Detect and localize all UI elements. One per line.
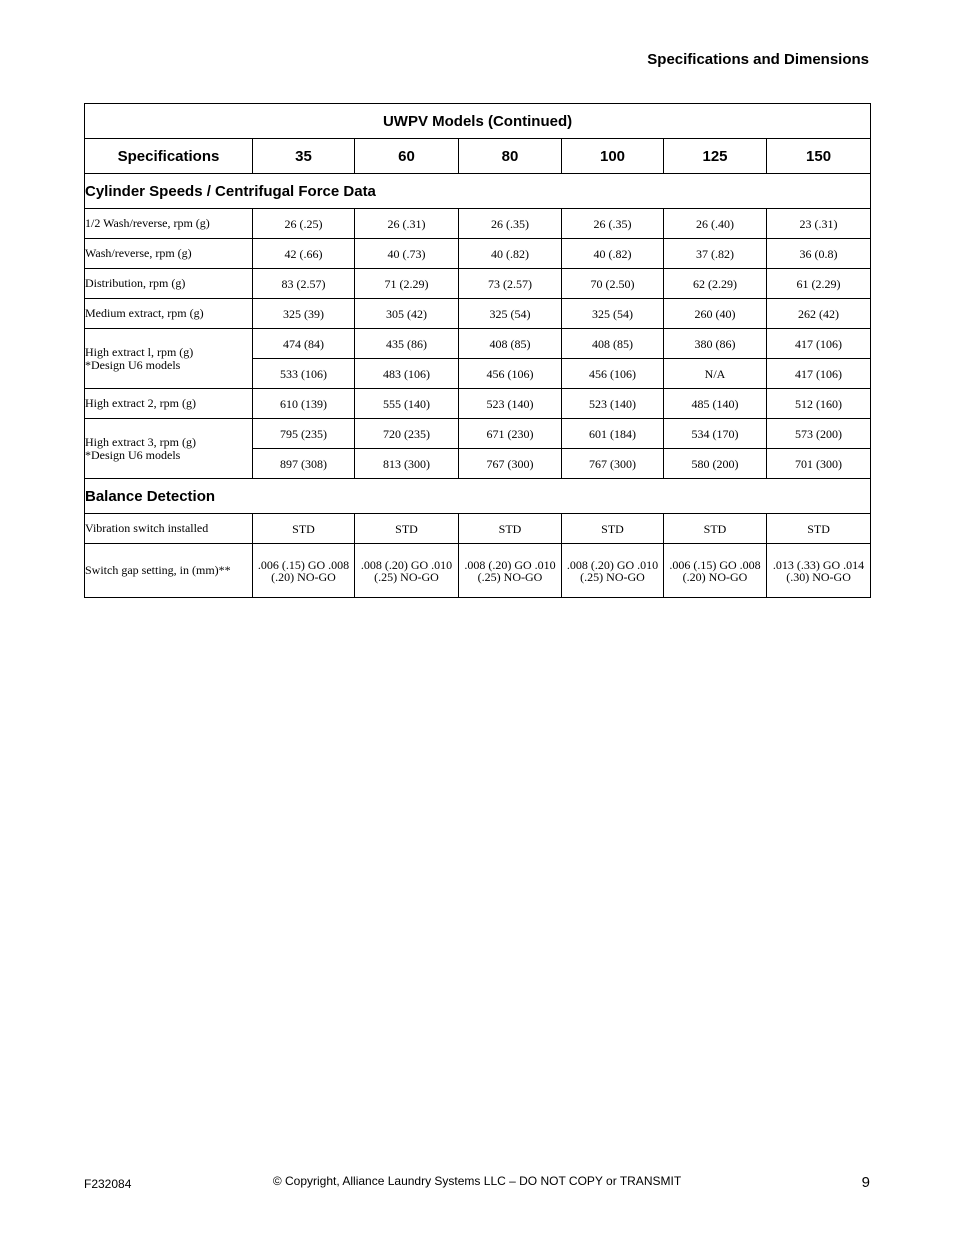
cell-value: 70 (2.50) xyxy=(590,276,635,291)
cell-value: 40 (.82) xyxy=(593,246,632,261)
table-cell xyxy=(562,299,664,329)
table-cell xyxy=(355,419,459,449)
table-cell xyxy=(664,544,767,598)
row-label-text: Switch gap setting, in (mm)** xyxy=(85,563,231,577)
cell-value: 62 (2.29) xyxy=(693,276,737,291)
table-cell: N/A xyxy=(664,359,767,389)
table-cell xyxy=(459,544,562,598)
table-row xyxy=(85,389,871,419)
cell-value: 435 (86) xyxy=(386,336,427,351)
section-heading: Cylinder Speeds / Centrifugal Force Data xyxy=(85,174,871,209)
cell-value: 26 (.40) xyxy=(696,216,734,231)
cell-value: 26 (.35) xyxy=(593,216,632,231)
table-cell: 456 (106) xyxy=(562,359,664,389)
cell-value: 325 (54) xyxy=(592,306,633,321)
cell-value: 262 (42) xyxy=(798,306,840,321)
table-row xyxy=(85,239,871,269)
cell-value: 408 (85) xyxy=(489,336,531,351)
cell-value: 523 (140) xyxy=(589,396,636,411)
table-cell xyxy=(767,299,871,329)
table-cell xyxy=(355,239,459,269)
column-header: 35 xyxy=(253,139,355,174)
cell-value: 26 (.25) xyxy=(284,216,323,231)
row-label-text: 1/2 Wash/reverse, rpm (g) xyxy=(85,216,210,230)
cell-value: 474 (84) xyxy=(283,336,324,351)
table-row xyxy=(85,269,871,299)
table-cell xyxy=(355,389,459,419)
cell-value: STD xyxy=(703,521,727,536)
cell-value: STD xyxy=(601,521,624,536)
row-label xyxy=(85,419,253,479)
table-row xyxy=(85,514,871,544)
cell-value: 40 (.73) xyxy=(387,246,426,261)
table-cell xyxy=(253,514,355,544)
cell-value: 795 (235) xyxy=(280,426,327,441)
row-label xyxy=(85,329,253,389)
table-cell xyxy=(664,419,767,449)
table-cell xyxy=(562,419,664,449)
table-cell xyxy=(664,269,767,299)
cell-value: .008 (.20) GO .010 (.25) NO-GO xyxy=(360,557,453,584)
table-cell xyxy=(459,239,562,269)
row-label xyxy=(85,544,253,598)
table-cell xyxy=(562,514,664,544)
cell-value: 305 (42) xyxy=(386,306,427,321)
cell-value: 37 (.82) xyxy=(696,246,734,261)
row-label xyxy=(85,269,253,299)
cell-value: .006 (.15) GO .008 (.20) NO-GO xyxy=(669,557,761,584)
table-cell: 533 (106) xyxy=(253,359,355,389)
table-cell: 580 (200) xyxy=(664,449,767,479)
table-cell xyxy=(355,209,459,239)
table-cell xyxy=(459,209,562,239)
table-cell: 456 (106) xyxy=(459,359,562,389)
page-number: 9 xyxy=(861,1174,870,1191)
cell-value: .006 (.15) GO .008 (.20) NO-GO xyxy=(257,557,350,584)
table-cell xyxy=(355,269,459,299)
table-cell xyxy=(562,209,664,239)
table-cell xyxy=(562,329,664,359)
table-cell xyxy=(562,544,664,598)
section-heading: Balance Detection xyxy=(85,479,871,514)
column-header: 60 xyxy=(355,139,459,174)
cell-value: 555 (140) xyxy=(383,396,430,411)
cell-value: 417 (106) xyxy=(795,336,843,351)
table-cell xyxy=(253,389,355,419)
row-label-text: Vibration switch installed xyxy=(85,521,209,535)
table-cell xyxy=(459,389,562,419)
cell-value: 380 (86) xyxy=(694,336,736,351)
cell-value: STD xyxy=(395,521,418,536)
table-row xyxy=(85,419,871,449)
cell-value: 40 (.82) xyxy=(491,246,529,261)
table-cell xyxy=(562,269,664,299)
cell-value: 534 (170) xyxy=(691,426,739,441)
table-cell xyxy=(664,389,767,419)
document-number: F232084 xyxy=(84,1177,132,1191)
table-cell: 813 (300) xyxy=(355,449,459,479)
table-cell xyxy=(253,269,355,299)
table-cell: 417 (106) xyxy=(767,359,871,389)
row-label-note: *Design U6 models xyxy=(85,447,181,462)
table-caption: UWPV Models (Continued) xyxy=(85,104,871,139)
table-cell xyxy=(562,239,664,269)
table-cell xyxy=(767,209,871,239)
cell-value: 671 (230) xyxy=(486,426,534,441)
table-cell xyxy=(253,299,355,329)
cell-value: .013 (.33) GO .014 (.30) NO-GO xyxy=(772,557,865,584)
table-cell xyxy=(664,209,767,239)
table-cell xyxy=(767,544,871,598)
page-footer xyxy=(84,1173,870,1193)
cell-value: 83 (2.57) xyxy=(281,276,326,291)
table-cell xyxy=(355,544,459,598)
table-cell: 701 (300) xyxy=(767,449,871,479)
table-cell xyxy=(459,299,562,329)
copyright-notice: © Copyright, Alliance Laundry Systems LLC – DO NOT COPY or TRANSMIT xyxy=(272,1174,682,1188)
cell-value: 512 (160) xyxy=(795,396,843,411)
table-cell xyxy=(253,209,355,239)
table-cell: 767 (300) xyxy=(562,449,664,479)
column-header: 150 xyxy=(767,139,871,174)
cell-value: 23 (.31) xyxy=(799,216,838,231)
table-cell xyxy=(562,389,664,419)
cell-value: STD xyxy=(292,521,315,536)
table-cell xyxy=(459,269,562,299)
running-head-title: Specifications and Dimensions xyxy=(647,51,869,68)
cell-value: 260 (40) xyxy=(694,306,736,321)
table-cell xyxy=(459,419,562,449)
table-cell xyxy=(253,544,355,598)
row-label xyxy=(85,209,253,239)
cell-value: 573 (200) xyxy=(795,426,843,441)
cell-value: 26 (.31) xyxy=(387,216,426,231)
table-cell xyxy=(355,514,459,544)
row-label-text: High extract 2, rpm (g) xyxy=(85,396,196,410)
row-label-text: Wash/reverse, rpm (g) xyxy=(85,246,192,260)
table-cell: 897 (308) xyxy=(253,449,355,479)
table-cell xyxy=(767,419,871,449)
table-cell xyxy=(767,389,871,419)
cell-value: 601 (184) xyxy=(589,426,636,441)
cell-value: 523 (140) xyxy=(486,396,534,411)
table-cell xyxy=(355,299,459,329)
table-cell xyxy=(355,329,459,359)
table-cell xyxy=(253,419,355,449)
cell-value: 61 (2.29) xyxy=(796,276,841,291)
row-label-note: *Design U6 models xyxy=(85,357,181,372)
cell-value: 325 (39) xyxy=(283,306,324,321)
table-cell xyxy=(767,239,871,269)
column-header: 100 xyxy=(562,139,664,174)
table-cell xyxy=(664,299,767,329)
table-cell xyxy=(767,269,871,299)
row-label xyxy=(85,514,253,544)
table-cell xyxy=(253,329,355,359)
row-label-text: Distribution, rpm (g) xyxy=(85,276,186,290)
table-cell xyxy=(664,329,767,359)
cell-value: 485 (140) xyxy=(691,396,739,411)
column-header: 125 xyxy=(664,139,767,174)
cell-value: .008 (.20) GO .010 (.25) NO-GO xyxy=(566,557,659,584)
table-cell: 483 (106) xyxy=(355,359,459,389)
column-header: 80 xyxy=(459,139,562,174)
table-row xyxy=(85,299,871,329)
table-cell xyxy=(459,514,562,544)
row-label xyxy=(85,389,253,419)
cell-value: 325 (54) xyxy=(489,306,531,321)
cell-value: 408 (85) xyxy=(592,336,633,351)
row-label xyxy=(85,239,253,269)
table-cell xyxy=(253,239,355,269)
cell-value: .008 (.20) GO .010 (.25) NO-GO xyxy=(464,557,556,584)
cell-value: 720 (235) xyxy=(383,426,430,441)
table-cell xyxy=(664,514,767,544)
uwpv-spec-table xyxy=(84,103,871,598)
cell-value: 26 (.35) xyxy=(491,216,529,231)
row-label-text: High extract l, rpm (g) xyxy=(85,344,194,359)
row-label-text: Medium extract, rpm (g) xyxy=(85,306,204,320)
cell-value: 36 (0.8) xyxy=(799,246,838,261)
table-cell xyxy=(664,239,767,269)
row-label xyxy=(85,299,253,329)
table-row xyxy=(85,329,871,359)
cell-value: STD xyxy=(807,521,830,536)
table-cell xyxy=(459,329,562,359)
cell-value: 610 (139) xyxy=(280,396,327,411)
table-cell xyxy=(767,329,871,359)
row-label-text: High extract 3, rpm (g) xyxy=(85,434,196,449)
cell-value: 73 (2.57) xyxy=(488,276,532,291)
cell-value: STD xyxy=(498,521,522,536)
table-row xyxy=(85,544,871,598)
cell-value: 71 (2.29) xyxy=(384,276,429,291)
column-header-row xyxy=(85,139,871,174)
cell-value: 42 (.66) xyxy=(284,246,323,261)
table-cell xyxy=(767,514,871,544)
column-header: Specifications xyxy=(85,139,253,174)
table-cell: 767 (300) xyxy=(459,449,562,479)
table-row xyxy=(85,209,871,239)
